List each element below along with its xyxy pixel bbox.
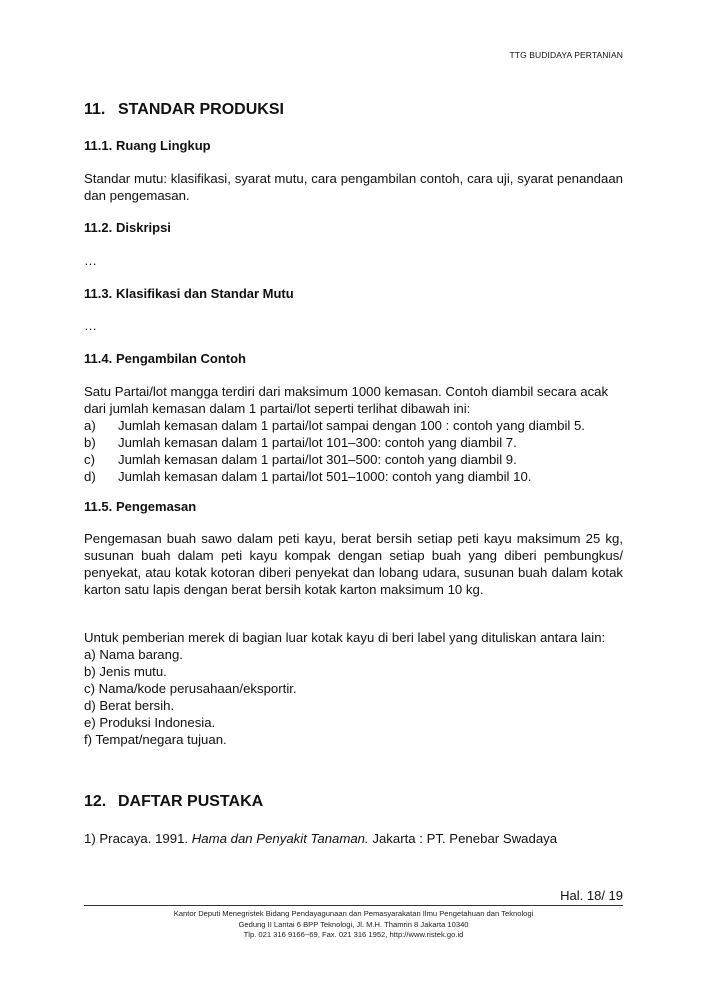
reference-prefix: 1) Pracaya. 1991. <box>84 831 192 846</box>
list-item: c) Nama/kode perusahaan/eksportir. <box>84 681 297 696</box>
list-label: a) <box>84 418 96 433</box>
scope-paragraph: Standar mutu: klasifikasi, syarat mutu, cara pengambilan contoh, cara uji, syarat penandaan dan pengemasan. <box>84 171 623 203</box>
list-item: e) Produksi Indonesia. <box>84 715 216 730</box>
list-text: Jumlah kemasan dalam 1 partai/lot 301–500: contoh yang diambil 9. <box>118 452 517 467</box>
footer-line: Tlp. 021 316 9166~69, Fax. 021 316 1952, http://www.ristek.go.id <box>243 930 464 940</box>
footer-address <box>84 909 623 941</box>
subsection-number: 11.3. <box>84 286 113 301</box>
subsection-11-4-heading <box>84 351 246 366</box>
classification-placeholder: … <box>84 318 97 333</box>
section-title: STANDAR PRODUKSI <box>118 101 284 118</box>
labeling-intro: Untuk pemberian merek di bagian luar kotak kayu di beri label yang dituliskan antara lain: <box>84 630 606 645</box>
section-11-heading <box>84 101 284 119</box>
subsection-number: 11.2. <box>84 220 113 235</box>
reference-item <box>84 830 623 847</box>
subsection-number: 11.4. <box>84 351 113 366</box>
reference-title: Hama dan Penyakit Tanaman. <box>191 831 369 846</box>
footer-line: Kantor Deputi Menegristek Bidang Pendayagunaan dan Pemasyarakatan Ilmu Pengetahuan dan Teknologi <box>173 909 534 918</box>
list-item: d) Berat bersih. <box>84 698 175 713</box>
packaging-paragraph: Pengemasan buah sawo dalam peti kayu, berat bersih setiap peti kayu maksimum 25 kg, susunan buah dalam peti kayu kompak dengan setiap buah yang diberi pembungkus/ penyekat, atau kotak kotoran diberi penyekat dan lobang udara, susunan buah dalam kotak karton satu lapis dengan berat bersih kotak karton maksimum 10 kg. <box>84 531 623 597</box>
list-label: d) <box>84 469 96 484</box>
section-12-heading <box>84 793 263 811</box>
list-item: b) Jenis mutu. <box>84 664 167 679</box>
labeling-section <box>84 629 623 748</box>
list-text: Jumlah kemasan dalam 1 partai/lot 501–1000: contoh yang diambil 10. <box>118 469 532 484</box>
page-number: Hal. 18/ 19 <box>560 888 623 903</box>
subsection-number: 11.1. <box>84 138 113 153</box>
list-text: Jumlah kemasan dalam 1 partai/lot 101–300: contoh yang diambil 7. <box>118 435 517 450</box>
footer-line: Gedung II Lantai 6 BPP Teknologi, Jl. M.H. Thamrin 8 Jakarta 10340 <box>238 919 469 929</box>
subsection-11-2-heading <box>84 220 171 235</box>
list-item <box>84 417 623 434</box>
list-item: f) Tempat/negara tujuan. <box>84 732 227 747</box>
subsection-number: 11.5. <box>84 499 113 514</box>
sampling-intro: Satu Partai/lot mangga terdiri dari maksimum 1000 kemasan. Contoh diambil secara acak dari jumlah kemasan dalam 1 partai/lot seperti terlihat dibawah ini: <box>84 384 609 416</box>
subsection-11-3-heading <box>84 286 294 301</box>
section-number: 12. <box>84 793 107 810</box>
list-label: b) <box>84 435 96 450</box>
subsection-title: Pengemasan <box>116 499 197 514</box>
subsection-title: Ruang Lingkup <box>116 138 211 153</box>
sampling-section <box>84 383 623 485</box>
section-number: 11. <box>84 101 106 118</box>
list-text: Jumlah kemasan dalam 1 partai/lot sampai dengan 100 : contoh yang diambil 5. <box>118 418 585 433</box>
footer-divider <box>84 905 623 906</box>
running-header: TTG BUDIDAYA PERTANIAN <box>509 50 623 60</box>
subsection-title: Klasifikasi dan Standar Mutu <box>116 286 294 301</box>
list-item <box>84 434 623 451</box>
subsection-11-1-heading <box>84 138 211 153</box>
subsection-title: Pengambilan Contoh <box>116 351 246 366</box>
subsection-11-5-heading <box>84 499 196 514</box>
subsection-title: Diskripsi <box>116 220 171 235</box>
list-item: a) Nama barang. <box>84 647 183 662</box>
description-placeholder: … <box>84 253 97 268</box>
section-title: DAFTAR PUSTAKA <box>118 793 264 810</box>
list-item <box>84 468 623 485</box>
list-item <box>84 451 623 468</box>
list-label: c) <box>84 452 95 467</box>
reference-suffix: Jakarta : PT. Penebar Swadaya <box>368 831 558 846</box>
